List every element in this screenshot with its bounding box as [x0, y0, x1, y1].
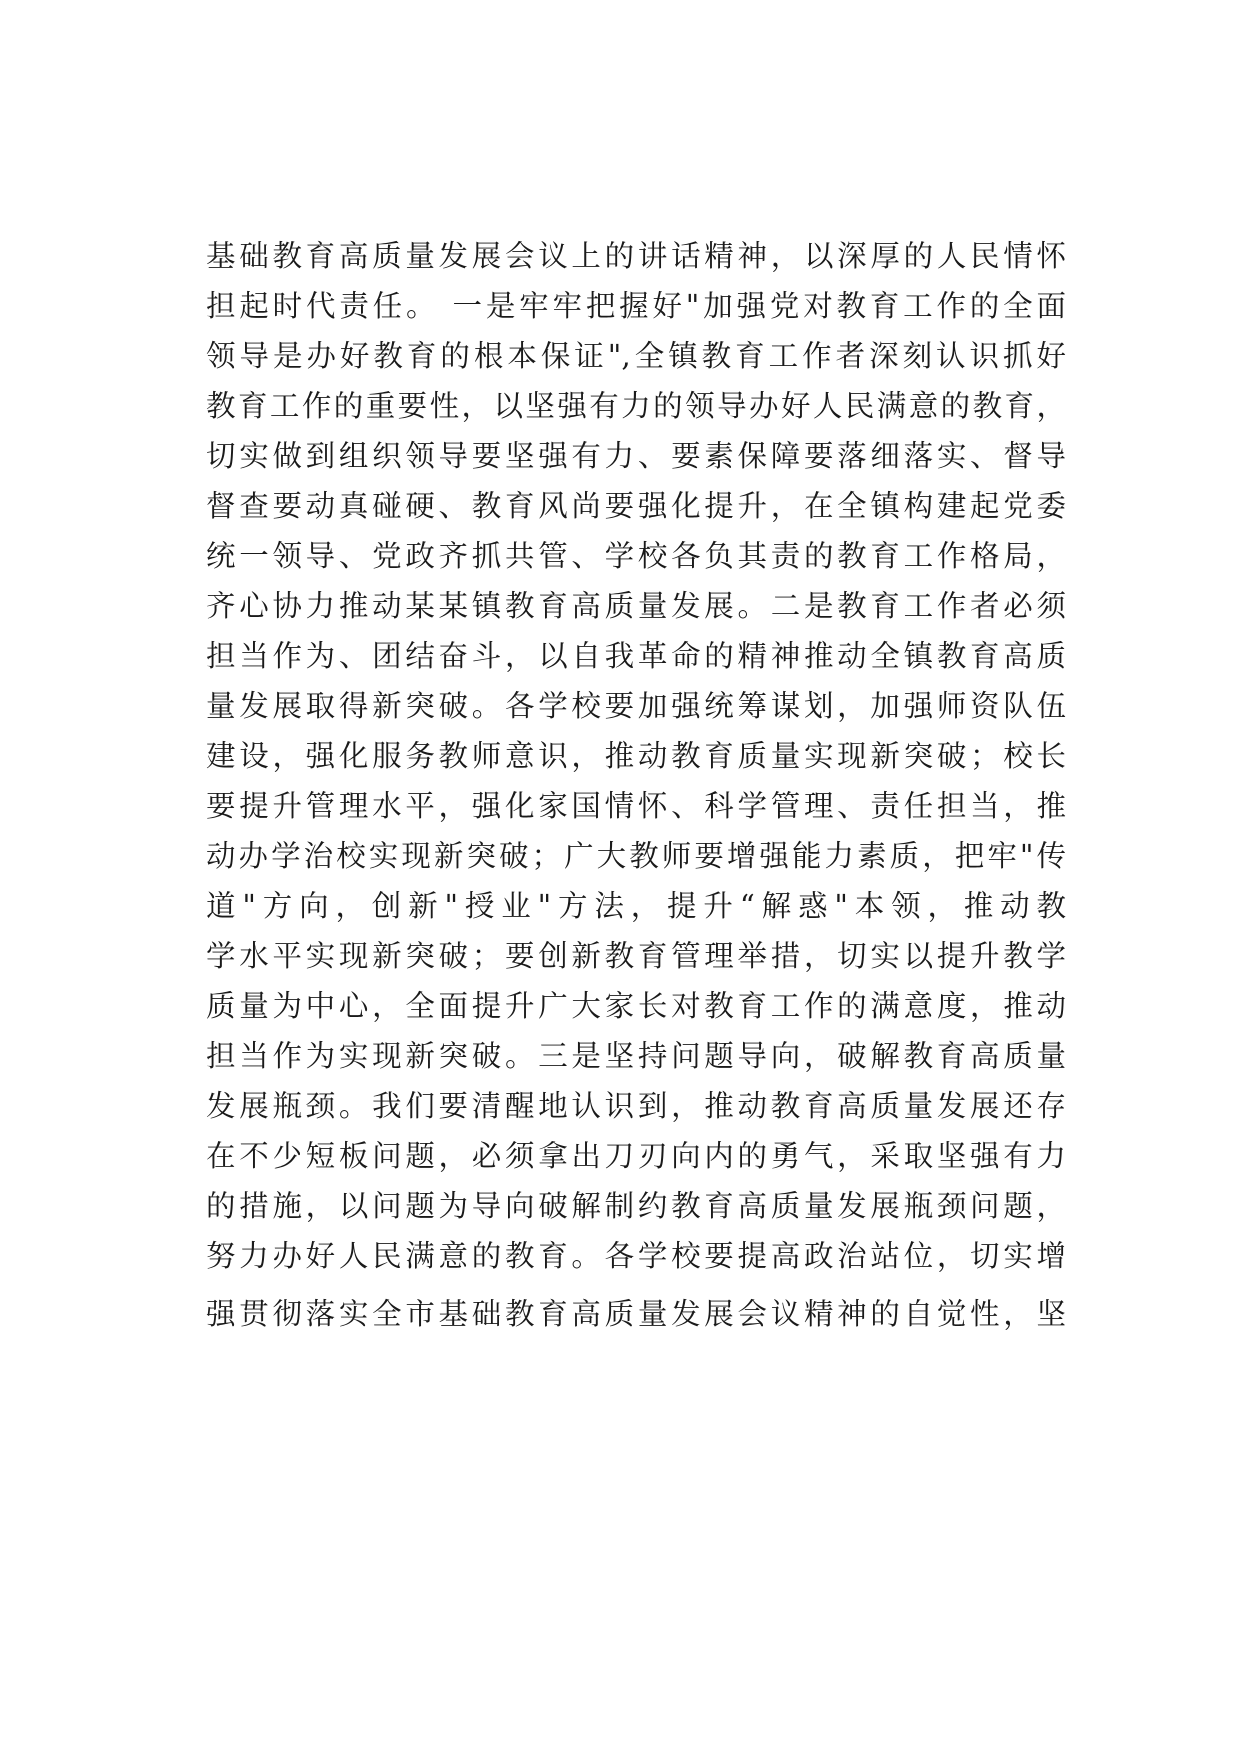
text-line: 道"方向，创新"授业"方法，提升“解惑"本领，推动教 — [206, 889, 1066, 923]
text-line: 要提升管理水平，强化家国情怀、科学管理、责任担当，推 — [206, 789, 1066, 823]
text-line: 督查要动真碰硬、教育风尚要强化提升，在全镇构建起党委 — [206, 489, 1066, 523]
text-line: 基础教育高质量发展会议上的讲话精神，以深厚的人民情怀 — [206, 239, 1066, 273]
text-line: 发展瓶颈。我们要清醒地认识到，推动教育高质量发展还存 — [206, 1089, 1066, 1123]
text-line: 齐心协力推动某某镇教育高质量发展。二是教育工作者必须 — [206, 589, 1066, 623]
text-line: 统一领导、党政齐抓共管、学校各负其责的教育工作格局， — [206, 539, 1066, 573]
text-line: 强贯彻落实全市基础教育高质量发展会议精神的自觉性，坚 — [206, 1297, 1066, 1331]
text-line: 担当作为实现新突破。三是坚持问题导向，破解教育高质量 — [206, 1039, 1066, 1073]
text-line: 教育工作的重要性，以坚强有力的领导办好人民满意的教育， — [206, 389, 1066, 423]
text-line: 担起时代责任。 一是牢牢把握好"加强党对教育工作的全面 — [206, 289, 1066, 323]
text-line: 领导是办好教育的根本保证",全镇教育工作者深刻认识抓好 — [206, 339, 1066, 373]
text-line: 学水平实现新突破；要创新教育管理举措，切实以提升教学 — [206, 939, 1066, 973]
text-line: 担当作为、团结奋斗，以自我革命的精神推动全镇教育高质 — [206, 639, 1066, 673]
text-line: 质量为中心，全面提升广大家长对教育工作的满意度，推动 — [206, 989, 1066, 1023]
text-line: 努力办好人民满意的教育。各学校要提高政治站位，切实增 — [206, 1239, 1066, 1273]
text-line: 动办学治校实现新突破；广大教师要增强能力素质，把牢"传 — [206, 839, 1066, 873]
text-line: 切实做到组织领导要坚强有力、要素保障要落细落实、督导 — [206, 439, 1066, 473]
text-line: 的措施，以问题为导向破解制约教育高质量发展瓶颈问题， — [206, 1189, 1066, 1223]
text-line: 量发展取得新突破。各学校要加强统筹谋划，加强师资队伍 — [206, 689, 1066, 723]
text-line: 建设，强化服务教师意识，推动教育质量实现新突破；校长 — [206, 739, 1066, 773]
text-line: 在不少短板问题，必须拿出刀刃向内的勇气，采取坚强有力 — [206, 1139, 1066, 1173]
